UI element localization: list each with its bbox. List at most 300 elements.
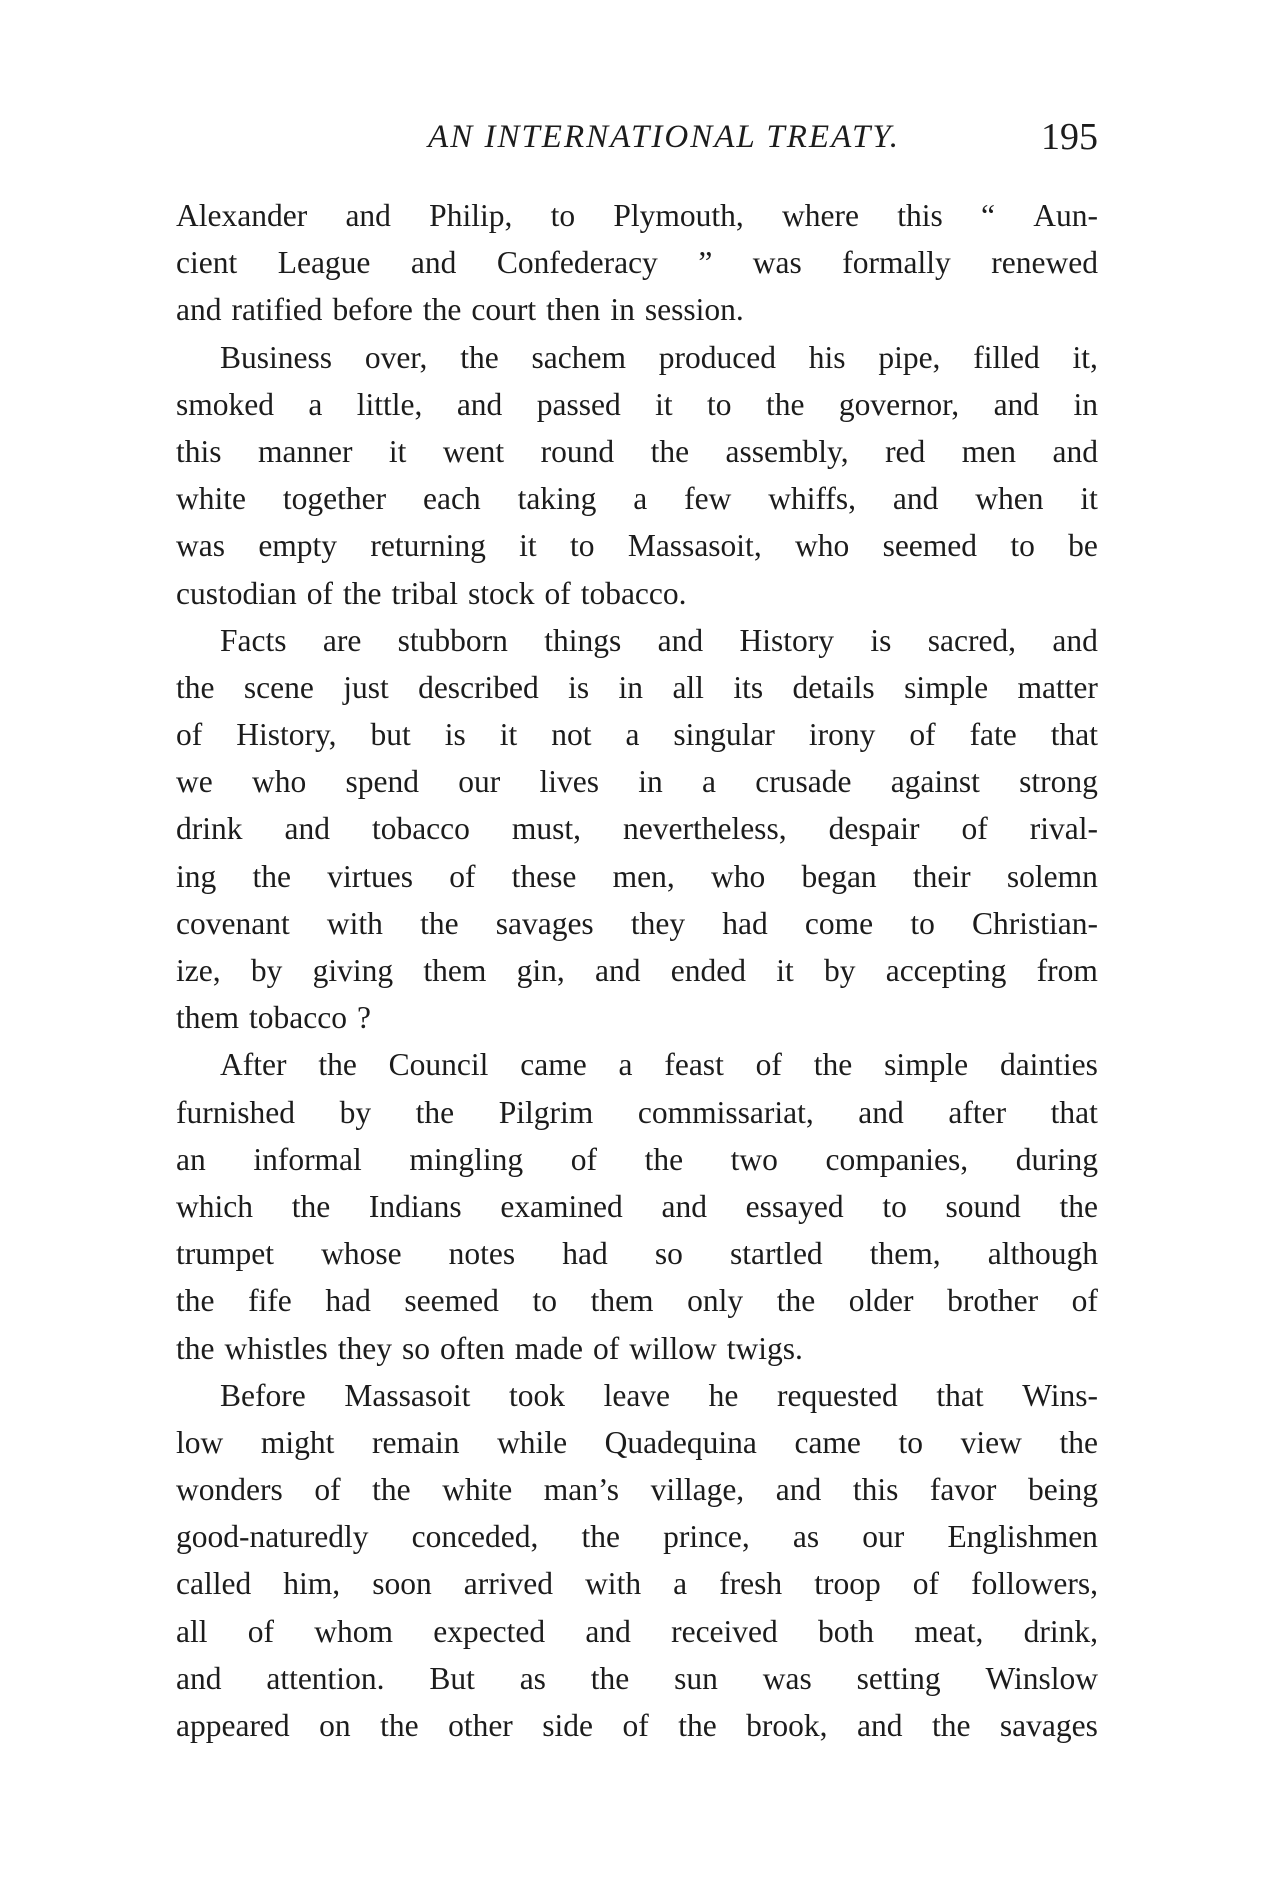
word: described [418,669,539,705]
paragraph [176,334,1098,617]
word: older [848,1283,914,1319]
word: him, [283,1566,341,1602]
word: fate [969,717,1017,753]
word: made [514,1330,583,1366]
word: assembly, [725,433,849,469]
word: village, [650,1472,745,1508]
word: and [993,386,1040,422]
text-line [176,522,1098,569]
word: tribal [391,575,458,611]
word: are [322,622,362,658]
word: came [520,1047,587,1083]
word: savages [495,905,594,941]
word: irony [808,717,876,753]
word: the [650,433,690,469]
word: ize, [176,953,221,988]
word: Business [220,339,333,375]
word: and [1052,622,1098,658]
word: custodian [176,575,297,611]
text-line [176,1277,1098,1324]
word: twigs. [726,1330,803,1366]
word: stock [467,575,535,611]
word: so [654,1236,683,1272]
word: Massasoit, [627,528,762,564]
word: the [460,339,499,375]
text-line [176,805,1098,852]
word: must, [511,811,582,847]
word: requested [777,1377,898,1413]
word: against [890,764,980,800]
word: come [804,905,874,941]
word: Alexander [176,198,308,233]
word: and [892,481,939,517]
word: it, [1072,339,1098,375]
text-line [176,900,1098,947]
word: savages [999,1708,1098,1743]
word: it [499,717,518,753]
word: and [410,245,457,281]
word: the [590,1660,630,1696]
word: Pilgrim [498,1094,594,1130]
word: feast [664,1047,724,1083]
running-head-title: AN INTERNATIONAL TREATY. [428,119,900,155]
word: it [388,433,407,469]
word: and [456,386,503,422]
word: where [782,198,859,233]
word: Council [388,1047,489,1083]
word: rival- [1029,811,1098,847]
word: each [422,481,481,517]
word: gin, [516,953,565,988]
word: meat, [914,1613,984,1649]
word: notes [448,1236,516,1272]
word: produced [658,339,776,375]
word: essayed [745,1188,844,1224]
word: of [247,1613,274,1649]
word: simple [904,669,989,705]
word: in [610,292,635,328]
word: renewed [991,245,1098,281]
word: and [595,953,641,988]
word: and [1052,433,1098,469]
word: then [546,292,601,328]
word: of [306,575,333,611]
text-line [176,1560,1098,1607]
word: went [442,433,505,469]
word: good-naturedly [176,1519,369,1555]
text-line [176,1655,1098,1702]
text-line [176,1136,1098,1183]
word: when [975,481,1044,517]
word: League [277,245,371,281]
text-line [176,1089,1098,1136]
word: to [910,905,935,941]
word: filled [973,339,1040,375]
word: Winslow [985,1660,1098,1696]
word: leave [603,1377,671,1413]
word: accepting [885,953,1007,988]
word: them [176,1000,239,1036]
word: all [672,669,704,705]
word: that [1050,1094,1098,1130]
word: them [423,953,487,988]
word: this [176,433,222,469]
word: the [252,858,291,894]
word: tobacco [371,811,470,847]
text-line [176,475,1098,522]
word: of [1071,1283,1098,1319]
word: dainties [999,1047,1098,1083]
word: during [1015,1141,1098,1177]
word: the [372,1472,411,1508]
word: took [508,1377,565,1413]
paragraph [176,1041,1098,1371]
word: fife [248,1283,292,1319]
word: ing [176,858,217,894]
word: they [337,1330,392,1366]
word: only [687,1283,744,1319]
word: the [931,1708,971,1743]
word: with [585,1566,642,1602]
word: while [497,1424,568,1460]
word: whiffs, [768,481,857,517]
paragraph [176,1372,1098,1750]
word: to [1010,528,1035,564]
word: expected [433,1613,546,1649]
text-line [176,1419,1098,1466]
word: came [794,1424,861,1460]
word: and [775,1472,822,1508]
word: Wins- [1022,1377,1098,1413]
word: ratified [231,292,323,328]
word: which [176,1188,253,1224]
word: these [511,858,577,894]
text-line [176,853,1098,900]
word: Englishmen [947,1519,1098,1555]
word: Aun- [1033,198,1098,233]
word: view [960,1424,1022,1460]
word: had [325,1283,371,1319]
word: his [808,339,846,375]
word: a [702,764,716,800]
word: men [961,433,1016,469]
word: Plymouth, [613,198,744,233]
word: who [710,858,766,894]
word: followers, [971,1566,1098,1602]
word: their [912,858,971,894]
word: our [862,1519,905,1555]
paragraph [176,192,1098,334]
word: ended [670,953,746,988]
word: few [684,481,732,517]
word: ? [356,1000,371,1036]
word: court [471,292,537,328]
word: it [776,953,794,988]
word: often [440,1330,505,1366]
word: and [657,622,704,658]
word: formally [842,245,951,281]
word: is [444,717,466,753]
word: wonders [176,1472,283,1508]
word: our [458,764,501,800]
word: giving [312,953,394,988]
word: received [671,1613,778,1649]
word: they [630,905,686,941]
word: crusade [755,764,852,800]
word: favor [929,1472,997,1508]
word: the [415,1094,455,1130]
word: and [176,292,222,328]
word: not [551,717,592,753]
word: it [1080,481,1098,517]
word: informal [253,1141,362,1177]
word: round [540,433,615,469]
word: little, [356,386,423,422]
word: the [422,292,462,328]
word: mingling [409,1141,524,1177]
word: smoked [176,386,274,422]
word: of [544,575,571,611]
word: seemed [404,1283,499,1319]
word: a [618,1047,633,1083]
word: attention. [266,1660,385,1696]
word: matter [1017,669,1098,705]
word: remain [371,1424,460,1460]
word: side [542,1708,594,1743]
word: whom [314,1613,393,1649]
word: is [568,669,590,705]
word: had [722,905,768,941]
word: it [519,528,537,564]
word: the [380,1708,419,1743]
word: appeared [176,1708,290,1743]
word: white [442,1472,513,1508]
word: a [625,717,640,753]
word: as [792,1519,820,1555]
word: to [707,386,732,422]
word: and [284,811,330,847]
word: to [569,528,595,564]
word: low [176,1424,224,1460]
word: nevertheless, [623,811,787,847]
text-line [176,994,1098,1041]
word: despair [828,811,920,847]
text-line [176,334,1098,381]
text-line [176,1372,1098,1419]
word: in [638,764,663,800]
word: to [882,1188,907,1224]
word: brook, [746,1708,828,1743]
word: and [345,198,391,233]
word: setting [856,1660,941,1696]
word: examined [500,1188,623,1224]
word: tobacco. [580,575,687,611]
word: empty [258,528,338,564]
text-line [176,664,1098,711]
word: man’s [543,1472,620,1508]
word: might [260,1424,335,1460]
word: them, [869,1236,941,1272]
word: whistles [224,1330,328,1366]
word: this [852,1472,899,1508]
word: of [755,1047,782,1083]
word: “ [980,198,995,233]
word: of [314,1472,341,1508]
word: the [644,1141,684,1177]
word: cient [176,245,238,281]
word: the [342,575,382,611]
word: the [176,1283,215,1319]
text-line [176,239,1098,286]
word: but [370,717,411,753]
word: its [733,669,764,705]
word: of [909,717,936,753]
word: a [633,481,648,517]
word: was [752,245,802,281]
text-line [176,1466,1098,1513]
word: by [823,953,856,988]
word: to [532,1283,557,1319]
word: brother [947,1283,1039,1319]
word: we [176,764,213,800]
word: drink, [1023,1613,1098,1649]
word: taking [517,481,597,517]
word: with [326,905,383,941]
word: of [961,811,988,847]
word: seemed [882,528,978,564]
word: Facts [220,622,287,658]
word: it [655,386,673,422]
word: spend [345,764,419,800]
word: stubborn [397,622,508,658]
word: on [319,1708,351,1743]
word: and [857,1708,903,1743]
word: Confederacy [496,245,658,281]
word: virtues [327,858,413,894]
word: strong [1019,764,1098,800]
word: troop [814,1566,881,1602]
text-line [176,947,1098,994]
text-line [176,1608,1098,1655]
page-number: 195 [1041,116,1098,158]
word: a [308,386,323,422]
word: although [987,1236,1098,1272]
word: called [176,1566,252,1602]
word: he [708,1377,739,1413]
word: of [912,1566,940,1602]
word: of [570,1141,597,1177]
word: as [519,1660,546,1696]
word: men, [612,858,675,894]
word: of [449,858,476,894]
word: by [250,953,283,988]
text-line [176,286,1098,333]
word: sound [945,1188,1021,1224]
word: things [544,622,622,658]
word: the [420,905,459,941]
word: and [585,1613,631,1649]
word: prince, [663,1519,750,1555]
word: began [801,858,877,894]
word: startled [729,1236,823,1272]
word: lives [539,764,599,800]
text-line [176,192,1098,239]
word: pipe, [878,339,941,375]
word: sun [674,1660,718,1696]
word: them [590,1283,654,1319]
word: so [401,1330,430,1366]
word: both [818,1613,875,1649]
word: is [870,622,892,658]
word: singular [673,717,775,753]
word: and [176,1660,222,1696]
word: the [581,1519,621,1555]
word: conceded, [411,1519,539,1555]
word: fresh [719,1566,783,1602]
word: other [448,1708,513,1743]
text-line [176,428,1098,475]
word: Philip, [429,198,513,233]
word: who [251,764,307,800]
word: this [897,198,943,233]
text-line [176,758,1098,805]
word: a [673,1566,688,1602]
text-line [176,1702,1098,1749]
word: was [762,1660,812,1696]
word: the [1059,1424,1098,1460]
word: manner [257,433,353,469]
word: ” [698,245,713,281]
word: the [176,1330,215,1366]
word: the [318,1047,357,1083]
word: to [898,1424,924,1460]
word: that [936,1377,984,1413]
word: History [739,622,834,658]
word: commissariat, [637,1094,814,1130]
text-line [176,570,1098,617]
word: be [1068,528,1098,564]
word: and [858,1094,904,1130]
word: trumpet [176,1236,274,1272]
word: the [776,1283,816,1319]
word: who [795,528,850,564]
word: to [550,198,576,233]
word: simple [884,1047,969,1083]
word: Before [220,1377,306,1413]
word: of [592,1330,620,1366]
word: sachem [531,339,626,375]
text-line [176,1325,1098,1372]
word: solemn [1006,858,1098,894]
word: After [220,1047,287,1083]
word: sacred, [927,622,1017,658]
word: after [948,1094,1007,1130]
word: covenant [176,905,290,941]
word: arrived [463,1566,553,1602]
word: session. [644,292,744,328]
word: before [332,292,413,328]
body-text [176,192,1098,1749]
word: But [429,1660,475,1696]
word: in [618,669,644,705]
word: together [282,481,387,517]
word: the [291,1188,331,1224]
word: in [1073,386,1098,422]
running-head [170,112,1098,162]
word: by [339,1094,372,1130]
word: whose [321,1236,402,1272]
word: the [765,386,805,422]
